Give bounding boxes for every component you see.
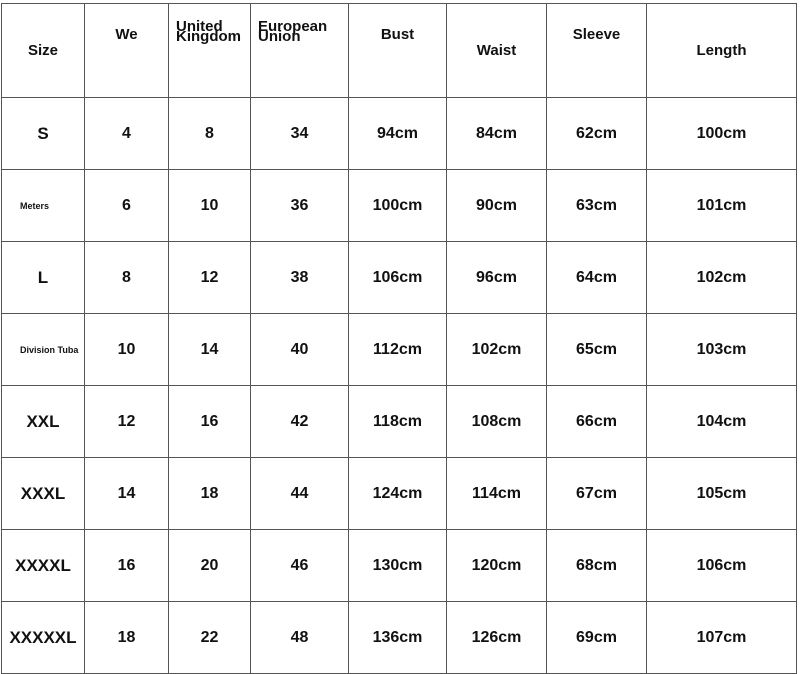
header-we: We (85, 4, 169, 98)
table-row (2, 458, 797, 530)
table-cell: 90cm (447, 170, 547, 242)
size-cell: XXXXXL (2, 602, 85, 674)
table-cell: 4 (85, 98, 169, 170)
table-cell: 46 (251, 530, 349, 602)
table-row (2, 386, 797, 458)
table-cell: 120cm (447, 530, 547, 602)
table-cell: 96cm (447, 242, 547, 314)
table-cell: 69cm (547, 602, 647, 674)
table-cell: 42 (251, 386, 349, 458)
header-size: Size (2, 4, 85, 98)
header-european-union: European Union (251, 4, 349, 98)
table-cell: 38 (251, 242, 349, 314)
table-cell: 20 (169, 530, 251, 602)
table-cell: 100cm (349, 170, 447, 242)
table-cell: 68cm (547, 530, 647, 602)
size-cell: L (2, 242, 85, 314)
table-cell: 136cm (349, 602, 447, 674)
size-cell: XXXXL (2, 530, 85, 602)
table-cell: 67cm (547, 458, 647, 530)
size-cell: S (2, 98, 85, 170)
table-cell: 16 (169, 386, 251, 458)
table-cell: 105cm (647, 458, 797, 530)
table-cell: 40 (251, 314, 349, 386)
table-cell: 18 (169, 458, 251, 530)
table-cell: 12 (169, 242, 251, 314)
table-cell: 48 (251, 602, 349, 674)
table-cell: 114cm (447, 458, 547, 530)
table-cell: 106cm (349, 242, 447, 314)
header-sleeve: Sleeve (547, 4, 647, 98)
size-chart-table (1, 3, 797, 674)
table-cell: 65cm (547, 314, 647, 386)
header-united-kingdom: United Kingdom (169, 4, 251, 98)
table-row (2, 170, 797, 242)
table-cell: 104cm (647, 386, 797, 458)
table-cell: 14 (85, 458, 169, 530)
table-row (2, 98, 797, 170)
table-cell: 124cm (349, 458, 447, 530)
size-cell: Meters (2, 170, 85, 242)
table-cell: 106cm (647, 530, 797, 602)
table-cell: 64cm (547, 242, 647, 314)
table-cell: 8 (169, 98, 251, 170)
table-cell: 44 (251, 458, 349, 530)
table-cell: 10 (85, 314, 169, 386)
table-cell: 14 (169, 314, 251, 386)
table-cell: 108cm (447, 386, 547, 458)
table-row (2, 602, 797, 674)
table-cell: 103cm (647, 314, 797, 386)
table-cell: 22 (169, 602, 251, 674)
table-cell: 10 (169, 170, 251, 242)
table-cell: 6 (85, 170, 169, 242)
size-cell: XXXL (2, 458, 85, 530)
table-cell: 34 (251, 98, 349, 170)
table-cell: 107cm (647, 602, 797, 674)
table-cell: 63cm (547, 170, 647, 242)
header-row (2, 4, 797, 98)
table-cell: 102cm (647, 242, 797, 314)
table-cell: 18 (85, 602, 169, 674)
table-cell: 94cm (349, 98, 447, 170)
table-cell: 84cm (447, 98, 547, 170)
table-cell: 130cm (349, 530, 447, 602)
header-waist: Waist (447, 4, 547, 98)
table-row (2, 314, 797, 386)
header-length: Length (647, 4, 797, 98)
size-cell: XXL (2, 386, 85, 458)
table-cell: 12 (85, 386, 169, 458)
table-cell: 16 (85, 530, 169, 602)
table-cell: 101cm (647, 170, 797, 242)
size-cell: Division Tuba (2, 314, 85, 386)
table-cell: 126cm (447, 602, 547, 674)
table-cell: 102cm (447, 314, 547, 386)
table-cell: 8 (85, 242, 169, 314)
table-cell: 66cm (547, 386, 647, 458)
table-cell: 62cm (547, 98, 647, 170)
header-bust: Bust (349, 4, 447, 98)
table-row (2, 242, 797, 314)
table-cell: 36 (251, 170, 349, 242)
table-cell: 100cm (647, 98, 797, 170)
table-row (2, 530, 797, 602)
table-cell: 118cm (349, 386, 447, 458)
table-cell: 112cm (349, 314, 447, 386)
